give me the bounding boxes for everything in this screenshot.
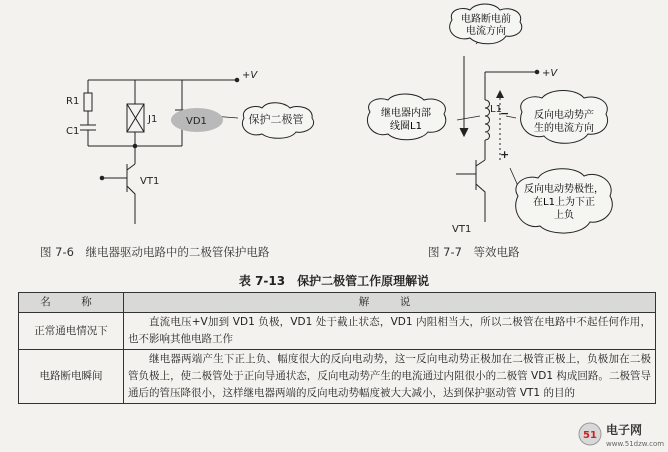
bubble-polarity-line3: 上负: [554, 210, 574, 221]
svg-text:51: 51: [583, 430, 597, 441]
bubble-text: 保护二极管: [248, 113, 304, 126]
polarity-plus-bottom: +: [500, 148, 510, 161]
figure-7-7-caption: 图 7-7 等效电路: [428, 245, 520, 259]
label-l1: L1: [490, 104, 502, 115]
label-vt1: VT1: [452, 224, 472, 235]
figure-7-6-circuit: [0, 0, 340, 240]
row-name: 正常通电情况下: [19, 313, 124, 350]
bubble-before-line1: 电路断电前: [461, 14, 511, 25]
label-vplus: +V: [242, 70, 258, 81]
label-j1: J1: [148, 114, 158, 125]
row-name: 电路断电瞬间: [19, 350, 124, 404]
table-title: 表 7-13 保护二极管工作原理解说: [238, 274, 430, 288]
table-row: [19, 350, 656, 404]
table-row: [19, 313, 656, 350]
row-desc: 直流电压+V加到 VD1 负极，VD1 处于截止状态，VD1 内阻相当大，所以二极管在电路中不起任何作用，也不影响其他电路工作: [124, 313, 656, 350]
label-vt1: VT1: [140, 176, 160, 187]
label-c1: C1: [66, 126, 80, 137]
bubble-polarity-line2: 在L1上为下正: [533, 197, 595, 208]
label-r1: R1: [66, 96, 80, 107]
watermark-brand: 电子网: [606, 423, 643, 437]
bubble-polarity-line1: 反向电动势极性，: [524, 184, 604, 195]
header-name: 名 称: [19, 293, 124, 313]
polarity-minus-top: −: [500, 107, 510, 120]
explanation-table: [18, 292, 656, 404]
figure-7-6-caption: 图 7-6 继电器驱动电路中的二极管保护电路: [40, 245, 270, 259]
watermark-url: www.51dzw.com: [606, 440, 665, 448]
figure-7-7-circuit: [340, 0, 668, 250]
header-desc: 解 说: [124, 293, 656, 313]
table-header-row: [19, 293, 656, 313]
row-desc: 继电器两端产生下正上负、幅度很大的反向电动势，这一反向电动势正极加在二极管正极上，负极加在二极管负极上，使二极管处于正向导通状态，反向电动势产生的电流通过内阻很小的二极管 VD1 构成回路。二极管导通后的管压降很小，这样继电器两端的反向电动势幅度被大大减小，达到保护驱动管 VT1 的目的: [124, 350, 656, 404]
label-vplus: +V: [542, 68, 558, 79]
watermark-logo: [578, 420, 666, 450]
bubble-coil-line1: 继电器内部: [381, 108, 431, 119]
bubble-coil-line2: 线圈L1: [390, 121, 422, 132]
label-vd1: VD1: [186, 116, 207, 127]
bubble-reverse-line1: 反向电动势产: [534, 110, 594, 121]
bubble-reverse-line2: 生的电流方向: [534, 123, 594, 134]
bubble-before-line2: 电流方向: [466, 26, 506, 37]
